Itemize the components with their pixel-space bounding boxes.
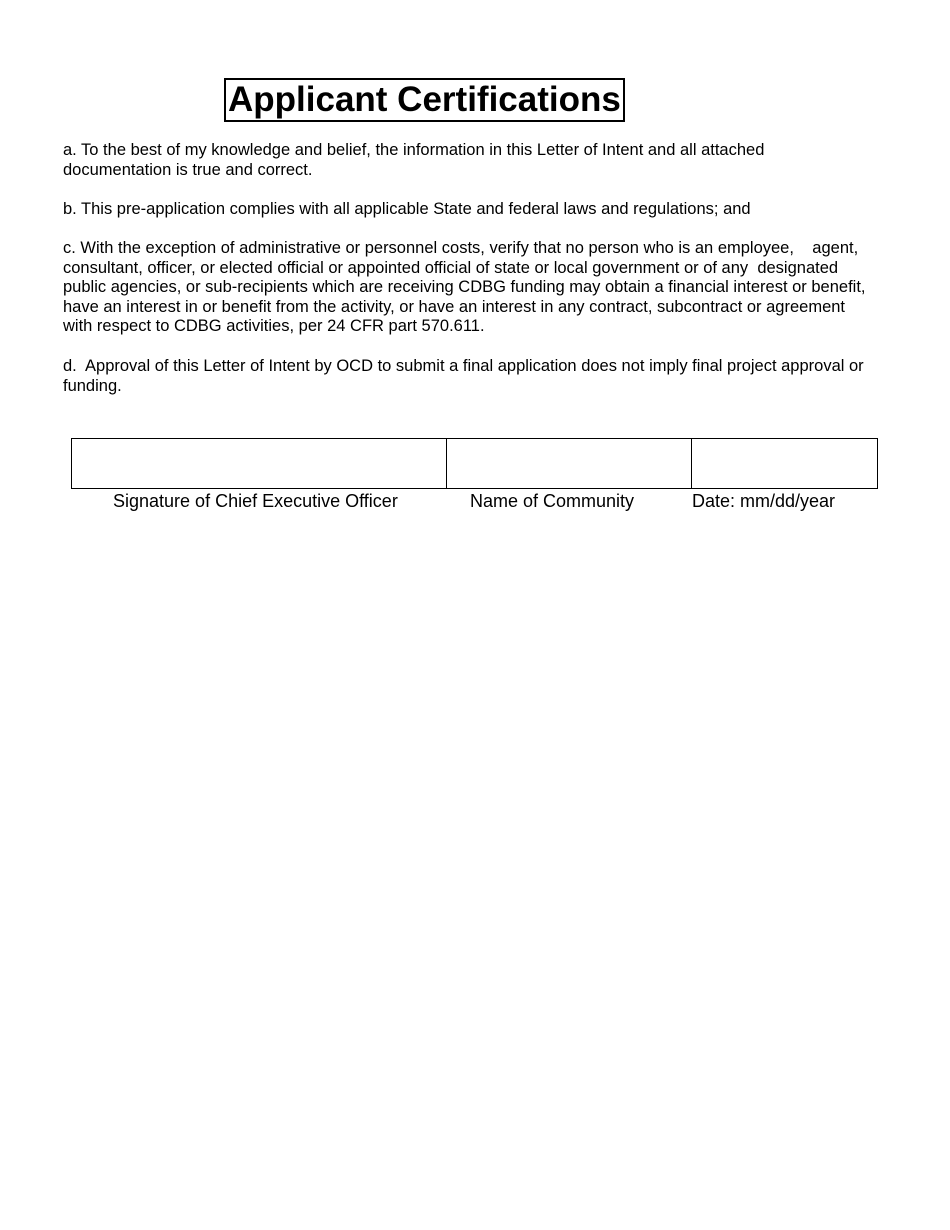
certification-paragraph-a: a. To the best of my knowledge and belief, the information in this Letter of Intent and all attached documentation is true and correct.	[63, 141, 765, 179]
certification-paragraph-d: d. Approval of this Letter of Intent by OCD to submit a final application does not imply final project approval or funding.	[63, 357, 864, 395]
certification-paragraph-c: c. With the exception of administrative or personnel costs, verify that no person who is an employee, agent, consultant, officer, or elected official or appointed official of state or local government or of any designated public agencies, or sub-recipients which are receiving CDBG funding may obtain a financial interest or benefit, have an interest in or benefit from the activity, or have an interest in any contract, subcontract or agreement with respect to CDBG activities, per 24 CFR part 570.611.	[63, 239, 866, 336]
community-name-field[interactable]	[447, 439, 692, 488]
date-field[interactable]	[692, 439, 877, 488]
signature-label: Signature of Chief Executive Officer	[113, 491, 398, 511]
page-title: Applicant Certifications	[224, 78, 625, 122]
date-label: Date: mm/dd/year	[692, 491, 836, 511]
signature-field[interactable]	[72, 439, 447, 488]
certification-paragraph-b: b. This pre-application complies with all applicable State and federal laws and regulations; and	[63, 200, 751, 218]
signature-table	[71, 438, 878, 489]
community-name-label: Name of Community	[470, 491, 635, 511]
